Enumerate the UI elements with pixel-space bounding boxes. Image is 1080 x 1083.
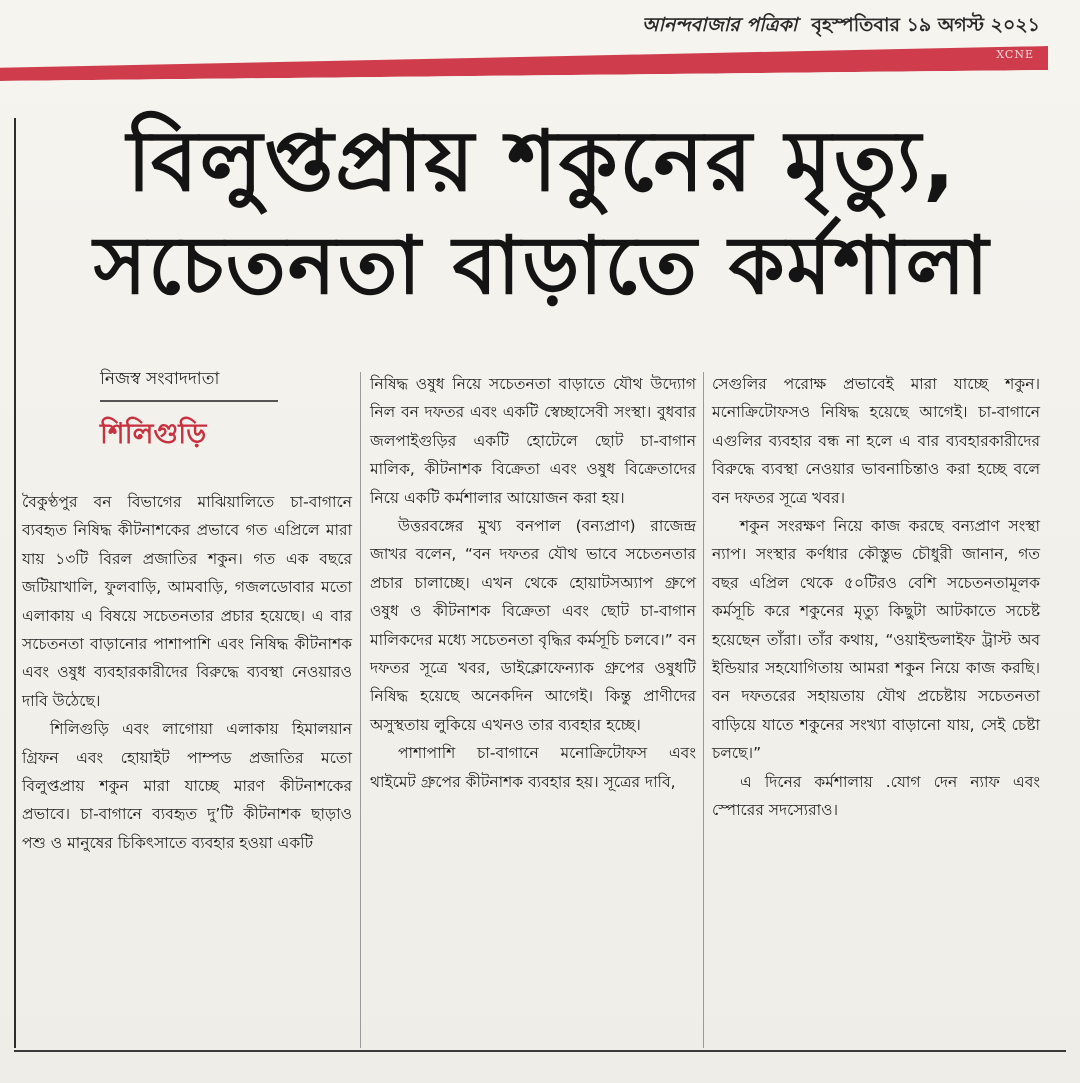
publication-name: আনন্দবাজার পত্রিকা [641,14,798,36]
byline-block [100,366,278,459]
bottom-rule [14,1050,1066,1052]
paragraph: এ দিনের কর্মশালায় .যোগ দেন ন্যাফ এবং স্পোরের সদস্যেরাও। [712,772,1040,820]
article-column-3 [712,370,1040,825]
paragraph: শকুন সংরক্ষণ নিয়ে কাজ করছে বন্যপ্রাণ সংস্থা ন্যাপ। সংস্থার কর্ণধার কৌস্তুভ চৌধুরী জানান, গত বছর এপ্রিল থেকে ৫০টিরও বেশি সচেতনতামূলক কর্মসূচি করে শকুনের মৃত্যু কিছুটা আটকাতে সচেষ্ট হয়েছেন তাঁরা। তাঁর কথায়, “ওয়াইল্ডলাইফ ট্রাস্ট অব ইন্ডিয়ার সহযোগিতায় আমরা শকুন নিয়ে কাজ করছি। বন দফতরের সহায়তায় যৌথ প্রচেষ্টায় সচেতনতা বাড়িয়ে যাতে শকুনের সংখ্যা বাড়ানো যায়, সেই চেষ্টা চলছে।” [712,517,1040,763]
article-column-2 [370,370,696,796]
paragraph: বৈকুণ্ঠপুর বন বিভাগের মাঝিয়ালিতে চা-বাগানে ব্যবহৃত নিষিদ্ধ কীটনাশকের প্রভাবে গত এপ্রিলে মারা যায় ১৩টি বিরল প্রজাতির শকুন। গত এক বছরে জটিয়াখালি, ফুলবাড়ি, আমবাড়ি, গজলডোবার মতো এলাকায় এ বিষয়ে সচেতনতার প্রচার হয়েছে। এ বার সচেতনতা বাড়ানোর পাশাপাশি এবং নিষিদ্ধ কীটনাশক এবং ওষুধ ব্যবহারকারীদের বিরুদ্ধে ব্যবস্থা নেওয়ারও দাবি উঠেছে। [22,493,352,710]
headline-line-2: সচেতনতা বাড়াতে কর্মশালা [93,219,991,312]
paragraph: সেগুলির পরোক্ষ প্রভাবেই মারা যাচ্ছে শকুন। মনোক্রিটোফসও নিষিদ্ধ হয়েছে আগেই। চা-বাগানে এগুলির ব্যবহার বন্ধ না হলে এ বার ব্যবহারকারীদের বিরুদ্ধে ব্যবস্থা নেওয়ার ভাবনাচিন্তাও করা হচ্ছে বলে বন দফতর সূত্রে খবর। [712,375,1040,507]
column-divider [360,372,361,1048]
headline [22,108,1062,318]
column-divider [703,372,704,1048]
byline: নিজস্ব সংবাদদাতা [100,366,278,402]
dateline: শিলিগুড়ি [100,417,207,450]
masthead [642,8,1040,46]
red-band [0,46,1048,81]
article-column-1 [22,488,352,857]
headline-line-1: বিলুপ্তপ্রায় শকুনের মৃত্যু, [127,112,957,210]
page-tag: XCNE [996,48,1034,61]
paragraph: পাশাপাশি চা-বাগানে মনোক্রিটোফস এবং থাইমেট গ্রুপের কীটনাশক ব্যবহার হয়। সূত্রের দাবি, [370,744,696,791]
left-rule [14,118,16,1048]
paragraph: উত্তরবঙ্গের মুখ্য বনপাল (বন্যপ্রাণ) রাজেন্দ্র জাখর বলেন, “বন দফতর যৌথ ভাবে সচেতনতার প্রচার চালাচ্ছে। এখন থেকে হোয়াটসঅ্যাপ গ্রুপে ওষুধ ও কীটনাশক বিক্রেতা এবং ছোট চা-বাগান মালিকদের মধ্যে সচেতনতা বৃদ্ধির কর্মসূচি চলবে।” বন দফতর সূত্রে খবর, ডাইক্লোফেন্যাক গ্রুপের ওষুধটি নিষিদ্ধ হয়েছে অনেকদিন আগেই। কিন্তু প্রাণীদের অসুস্থতায় লুকিয়ে এখনও তার ব্যবহার হচ্ছে। [370,517,696,734]
paragraph: শিলিগুড়ি এবং লাগোয়া এলাকায় হিমালয়ান গ্রিফন এবং হোয়াইট পাম্পড প্রজাতির মতো বিলুপ্তপ্রায় শকুন মারা যাচ্ছে মারণ কীটনাশকের প্রভাবে। চা-বাগানে ব্যবহৃত দু’টি কীটনাশক ছাড়াও পশু ও মানুষের চিকিৎসাতে ব্যবহার হওয়া একটি [22,720,352,852]
issue-date: বৃহস্পতিবার ১৯ অগস্ট ২০২১ [811,14,1040,36]
paragraph: নিষিদ্ধ ওষুধ নিয়ে সচেতনতা বাড়াতে যৌথ উদ্যোগ নিল বন দফতর এবং একটি স্বেচ্ছাসেবী সংস্থা। বুধবার জলপাইগুড়ির একটি হোটেলে ছোট চা-বাগান মালিক, কীটনাশক বিক্রেতা এবং ওষুধ বিক্রেতাদের নিয়ে একটি কর্মশালার আয়োজন করা হয়। [370,375,696,507]
